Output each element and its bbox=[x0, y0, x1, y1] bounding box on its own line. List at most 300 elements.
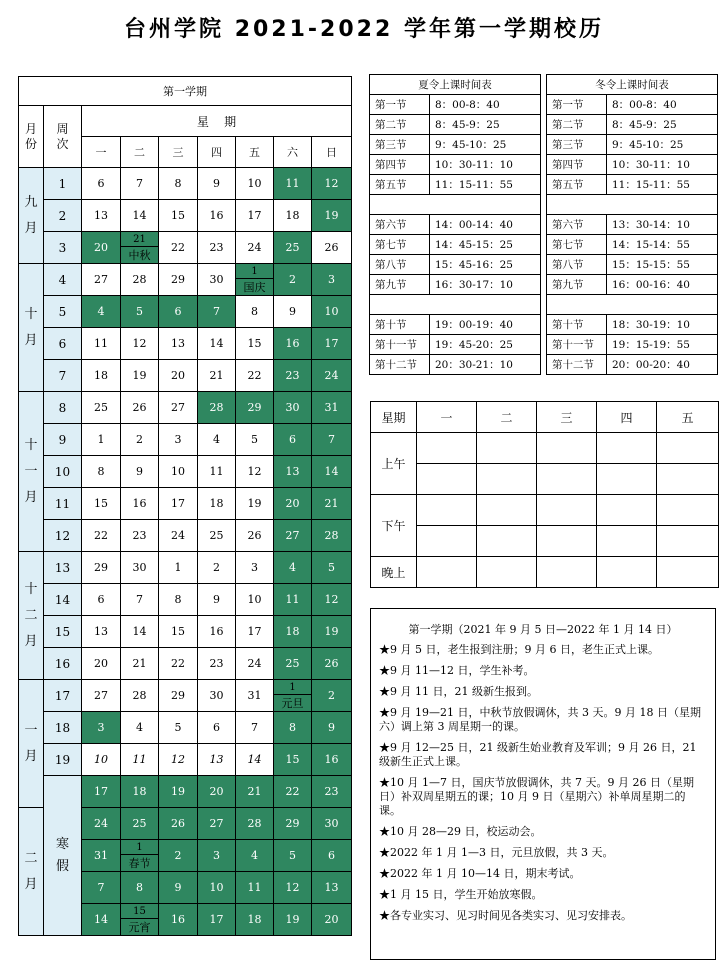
day-cell: 22 bbox=[82, 520, 121, 552]
day-cell: 11 bbox=[274, 584, 312, 616]
day-cell: 3 bbox=[159, 424, 198, 456]
day-cell: 3 bbox=[82, 712, 121, 744]
grid-slot[interactable] bbox=[597, 526, 657, 557]
grid-slot[interactable] bbox=[477, 433, 537, 464]
day-cell: 10 bbox=[198, 872, 236, 904]
day-cell: 17 bbox=[198, 904, 236, 936]
day-cell: 10 bbox=[312, 296, 352, 328]
day-cell: 21 bbox=[236, 776, 274, 808]
grid-slot[interactable] bbox=[657, 557, 719, 588]
day-cell: 24 bbox=[312, 360, 352, 392]
day-cell: 14 bbox=[82, 904, 121, 936]
period-row bbox=[370, 115, 541, 135]
day-cell: 19 bbox=[274, 904, 312, 936]
day-cell: 11 bbox=[236, 872, 274, 904]
day-cell: 17 bbox=[236, 616, 274, 648]
period-row bbox=[547, 135, 718, 155]
day-cell: 22 bbox=[236, 360, 274, 392]
weekday-6: 六 bbox=[274, 137, 312, 168]
week-number: 4 bbox=[44, 264, 82, 296]
period-time: 9：45-10：25 bbox=[430, 135, 541, 155]
day-cell: 3 bbox=[236, 552, 274, 584]
period-row bbox=[370, 135, 541, 155]
grid-slot[interactable] bbox=[537, 526, 597, 557]
month-label: 十一月 bbox=[24, 437, 38, 505]
grid-slot[interactable] bbox=[477, 495, 537, 526]
calendar-week-row bbox=[19, 424, 352, 456]
day-cell: 10 bbox=[82, 744, 121, 776]
grid-slot[interactable] bbox=[537, 433, 597, 464]
grid-slot[interactable] bbox=[537, 557, 597, 588]
day-cell: 19 bbox=[159, 776, 198, 808]
note-item: ★9 月 11 日，21 级新生报到。 bbox=[379, 685, 538, 698]
day-cell: 13 bbox=[82, 200, 121, 232]
calendar-week-row bbox=[19, 264, 352, 296]
day-cell: 6 bbox=[312, 840, 352, 872]
grid-slot[interactable] bbox=[537, 495, 597, 526]
week-number: 11 bbox=[44, 488, 82, 520]
day-cell: 30 bbox=[121, 552, 159, 584]
period-name: 第二节 bbox=[547, 115, 607, 135]
semester-header: 第一学期 bbox=[19, 77, 352, 106]
day-cell: 7 bbox=[121, 168, 159, 200]
day-cell: 29 bbox=[159, 680, 198, 712]
day-cell: 14 bbox=[121, 616, 159, 648]
period-name: 第二节 bbox=[370, 115, 430, 135]
period-name: 第七节 bbox=[370, 235, 430, 255]
day-cell: 16 bbox=[159, 904, 198, 936]
day-cell: 30 bbox=[198, 264, 236, 296]
period-name: 第六节 bbox=[547, 215, 607, 235]
period-time: 19：45-20：25 bbox=[430, 335, 541, 355]
day-cell: 5 bbox=[236, 424, 274, 456]
period-name: 第九节 bbox=[547, 275, 607, 295]
period-time: 19：15-19：55 bbox=[607, 335, 718, 355]
day-cell: 16 bbox=[198, 616, 236, 648]
day-cell: 14 bbox=[236, 744, 274, 776]
weekday-1: 一 bbox=[82, 137, 121, 168]
period-name: 第十二节 bbox=[370, 355, 430, 375]
notes-title: 第一学期（2021 年 9 月 5 日—2022 年 1 月 14 日） bbox=[408, 623, 678, 636]
grid-slot[interactable] bbox=[657, 495, 719, 526]
period-time: 11：15-11：55 bbox=[607, 175, 718, 195]
grid-slot[interactable] bbox=[417, 433, 477, 464]
day-cell: 12 bbox=[274, 872, 312, 904]
semester-notes bbox=[370, 608, 716, 960]
day-cell: 17 bbox=[236, 200, 274, 232]
week-number: 2 bbox=[44, 200, 82, 232]
winter-schedule-table bbox=[546, 74, 718, 375]
grid-slot[interactable] bbox=[417, 495, 477, 526]
day-cell: 14 bbox=[312, 456, 352, 488]
day-cell: 20 bbox=[159, 360, 198, 392]
period-name: 第五节 bbox=[547, 175, 607, 195]
day-cell: 11 bbox=[274, 168, 312, 200]
day-cell: 2 bbox=[198, 552, 236, 584]
period-row bbox=[370, 335, 541, 355]
period-time: 8：00-8：40 bbox=[607, 95, 718, 115]
day-cell: 12 bbox=[159, 744, 198, 776]
period-name: 第九节 bbox=[370, 275, 430, 295]
grid-slot[interactable] bbox=[477, 526, 537, 557]
day-cell: 11 bbox=[82, 328, 121, 360]
day-cell: 31 bbox=[82, 840, 121, 872]
day-cell: 20 bbox=[198, 776, 236, 808]
day-cell: 2 bbox=[121, 424, 159, 456]
holiday-date-cell bbox=[121, 904, 159, 936]
day-cell: 18 bbox=[274, 616, 312, 648]
period-row bbox=[547, 215, 718, 235]
day-cell: 25 bbox=[198, 520, 236, 552]
day-cell: 17 bbox=[82, 776, 121, 808]
week-number: 14 bbox=[44, 584, 82, 616]
period-time: 20：00-20：40 bbox=[607, 355, 718, 375]
day-cell: 9 bbox=[198, 584, 236, 616]
day-cell: 19 bbox=[121, 360, 159, 392]
period-name: 第四节 bbox=[370, 155, 430, 175]
weekday-5: 五 bbox=[236, 137, 274, 168]
week-number: 17 bbox=[44, 680, 82, 712]
note-item: ★9 月 12—25 日，21 级新生始业教育及军训；9 月 26 日，21 级新生正式上课。 bbox=[379, 741, 697, 768]
period-name: 第十节 bbox=[547, 315, 607, 335]
day-cell: 24 bbox=[236, 648, 274, 680]
day-cell: 28 bbox=[236, 808, 274, 840]
day-cell: 21 bbox=[312, 488, 352, 520]
week-number: 6 bbox=[44, 328, 82, 360]
day-cell: 13 bbox=[82, 616, 121, 648]
calendar-week-row bbox=[19, 584, 352, 616]
day-cell: 12 bbox=[312, 584, 352, 616]
weekday-header: 星 期 bbox=[82, 106, 352, 137]
grid-slot[interactable] bbox=[597, 495, 657, 526]
grid-day-header: 三 bbox=[537, 402, 597, 433]
day-cell: 22 bbox=[274, 776, 312, 808]
schedule-gap bbox=[370, 195, 541, 215]
summer-schedule-table bbox=[369, 74, 541, 375]
note-item: ★各专业实习、见习时间见各类实习、见习安排表。 bbox=[379, 909, 632, 922]
period-row bbox=[370, 275, 541, 295]
day-cell: 4 bbox=[236, 840, 274, 872]
day-cell: 18 bbox=[274, 200, 312, 232]
schedule-gap bbox=[547, 195, 718, 215]
day-cell: 9 bbox=[312, 712, 352, 744]
day-cell: 12 bbox=[312, 168, 352, 200]
day-cell: 27 bbox=[198, 808, 236, 840]
period-time: 20：30-21：10 bbox=[430, 355, 541, 375]
calendar-week-row bbox=[19, 232, 352, 264]
period-time: 14：00-14：40 bbox=[430, 215, 541, 235]
calendar-week-row bbox=[19, 776, 352, 808]
day-cell: 4 bbox=[121, 712, 159, 744]
day-cell: 30 bbox=[312, 808, 352, 840]
day-cell: 16 bbox=[121, 488, 159, 520]
month-header: 月份 bbox=[25, 121, 38, 151]
period-time: 16：00-16：40 bbox=[607, 275, 718, 295]
day-cell: 5 bbox=[159, 712, 198, 744]
day-cell: 31 bbox=[312, 392, 352, 424]
winter-break-label: 寒假 bbox=[56, 836, 70, 874]
day-number: 1 bbox=[274, 680, 311, 694]
holiday-date-cell bbox=[236, 264, 274, 296]
day-cell: 11 bbox=[198, 456, 236, 488]
grid-slot[interactable] bbox=[597, 464, 657, 495]
day-cell: 15 bbox=[274, 744, 312, 776]
day-cell: 1 bbox=[159, 552, 198, 584]
day-cell: 13 bbox=[198, 744, 236, 776]
period-name: 第八节 bbox=[370, 255, 430, 275]
calendar-week-row bbox=[19, 520, 352, 552]
period-row bbox=[370, 255, 541, 275]
day-cell: 13 bbox=[159, 328, 198, 360]
day-cell: 18 bbox=[198, 488, 236, 520]
period-time: 8：45-9：25 bbox=[430, 115, 541, 135]
day-cell: 15 bbox=[159, 200, 198, 232]
day-cell: 8 bbox=[236, 296, 274, 328]
week-number: 18 bbox=[44, 712, 82, 744]
period-name: 第十一节 bbox=[370, 335, 430, 355]
calendar-week-row bbox=[19, 648, 352, 680]
period-time: 18：30-19：10 bbox=[607, 315, 718, 335]
grid-slot[interactable] bbox=[477, 464, 537, 495]
period-row bbox=[547, 115, 718, 135]
day-cell: 6 bbox=[159, 296, 198, 328]
day-cell: 19 bbox=[312, 200, 352, 232]
grid-morning-label: 上午 bbox=[371, 433, 417, 495]
note-item: ★2022 年 1 月 1—3 日，元旦放假，共 3 天。 bbox=[379, 846, 614, 859]
holiday-label: 元旦 bbox=[274, 694, 311, 711]
calendar-week-row bbox=[19, 456, 352, 488]
day-cell: 26 bbox=[159, 808, 198, 840]
week-number: 9 bbox=[44, 424, 82, 456]
day-cell: 7 bbox=[312, 424, 352, 456]
week-number: 15 bbox=[44, 616, 82, 648]
day-cell: 8 bbox=[121, 872, 159, 904]
grid-slot[interactable] bbox=[657, 526, 719, 557]
period-name: 第八节 bbox=[547, 255, 607, 275]
day-number: 1 bbox=[121, 840, 158, 854]
day-cell: 23 bbox=[198, 232, 236, 264]
day-cell: 12 bbox=[121, 328, 159, 360]
day-cell: 8 bbox=[159, 584, 198, 616]
period-time: 13：30-14：10 bbox=[607, 215, 718, 235]
period-name: 第十一节 bbox=[547, 335, 607, 355]
calendar-week-row bbox=[19, 328, 352, 360]
day-cell: 19 bbox=[312, 616, 352, 648]
grid-slot[interactable] bbox=[417, 557, 477, 588]
grid-slot[interactable] bbox=[657, 464, 719, 495]
weekday-2: 二 bbox=[121, 137, 159, 168]
day-cell: 2 bbox=[159, 840, 198, 872]
day-cell: 5 bbox=[121, 296, 159, 328]
day-cell: 5 bbox=[312, 552, 352, 584]
note-item: ★1 月 15 日，学生开始放寒假。 bbox=[379, 888, 543, 901]
day-cell: 10 bbox=[159, 456, 198, 488]
day-cell: 24 bbox=[82, 808, 121, 840]
day-cell: 4 bbox=[274, 552, 312, 584]
day-cell: 6 bbox=[198, 712, 236, 744]
day-cell: 15 bbox=[236, 328, 274, 360]
day-cell: 26 bbox=[312, 232, 352, 264]
note-item: ★10 月 28—29 日，校运动会。 bbox=[379, 825, 542, 838]
calendar-week-row bbox=[19, 616, 352, 648]
day-cell: 15 bbox=[82, 488, 121, 520]
schedule-title: 冬令上课时间表 bbox=[547, 75, 718, 95]
period-time: 9：45-10：25 bbox=[607, 135, 718, 155]
day-cell: 27 bbox=[159, 392, 198, 424]
day-cell: 14 bbox=[198, 328, 236, 360]
period-row bbox=[547, 175, 718, 195]
day-cell: 20 bbox=[274, 488, 312, 520]
grid-slot[interactable] bbox=[417, 526, 477, 557]
period-time: 19：00-19：40 bbox=[430, 315, 541, 335]
period-row bbox=[547, 255, 718, 275]
day-cell: 6 bbox=[82, 584, 121, 616]
week-number: 13 bbox=[44, 552, 82, 584]
week-number: 1 bbox=[44, 168, 82, 200]
day-cell: 25 bbox=[274, 648, 312, 680]
weekday-7: 日 bbox=[312, 137, 352, 168]
week-number: 7 bbox=[44, 360, 82, 392]
period-time: 10：30-11：10 bbox=[430, 155, 541, 175]
day-cell: 22 bbox=[159, 648, 198, 680]
weekday-4: 四 bbox=[198, 137, 236, 168]
grid-corner: 星期 bbox=[371, 402, 417, 433]
day-cell: 24 bbox=[236, 232, 274, 264]
day-cell: 7 bbox=[236, 712, 274, 744]
school-calendar-table bbox=[18, 76, 352, 936]
week-header: 周次 bbox=[56, 121, 69, 151]
grid-slot[interactable] bbox=[657, 433, 719, 464]
holiday-date-cell bbox=[121, 232, 159, 264]
day-cell: 27 bbox=[82, 264, 121, 296]
day-cell: 18 bbox=[82, 360, 121, 392]
day-cell: 2 bbox=[312, 680, 352, 712]
period-name: 第三节 bbox=[370, 135, 430, 155]
day-cell: 21 bbox=[198, 360, 236, 392]
day-cell: 12 bbox=[236, 456, 274, 488]
period-time: 8：00-8：40 bbox=[430, 95, 541, 115]
day-cell: 20 bbox=[82, 648, 121, 680]
calendar-week-row bbox=[19, 360, 352, 392]
day-cell: 9 bbox=[274, 296, 312, 328]
period-row bbox=[370, 315, 541, 335]
week-number: 16 bbox=[44, 648, 82, 680]
day-cell: 13 bbox=[312, 872, 352, 904]
day-cell: 26 bbox=[236, 520, 274, 552]
day-cell: 28 bbox=[121, 264, 159, 296]
period-name: 第七节 bbox=[547, 235, 607, 255]
day-number: 1 bbox=[236, 264, 273, 278]
period-name: 第五节 bbox=[370, 175, 430, 195]
period-row bbox=[547, 335, 718, 355]
day-cell: 18 bbox=[121, 776, 159, 808]
calendar-week-row bbox=[19, 552, 352, 584]
day-cell: 7 bbox=[198, 296, 236, 328]
grid-day-header: 四 bbox=[597, 402, 657, 433]
period-row bbox=[547, 315, 718, 335]
day-cell: 17 bbox=[159, 488, 198, 520]
grid-day-header: 五 bbox=[657, 402, 719, 433]
grid-slot[interactable] bbox=[417, 464, 477, 495]
calendar-week-row bbox=[19, 200, 352, 232]
day-cell: 29 bbox=[159, 264, 198, 296]
calendar-week-row bbox=[19, 168, 352, 200]
grid-slot[interactable] bbox=[537, 464, 597, 495]
day-cell: 3 bbox=[198, 840, 236, 872]
holiday-date-cell bbox=[121, 840, 159, 872]
week-number: 8 bbox=[44, 392, 82, 424]
week-number: 19 bbox=[44, 744, 82, 776]
day-cell: 10 bbox=[236, 168, 274, 200]
period-name: 第四节 bbox=[547, 155, 607, 175]
day-cell: 6 bbox=[82, 168, 121, 200]
day-cell: 18 bbox=[236, 904, 274, 936]
period-row bbox=[547, 235, 718, 255]
month-label: 九月 bbox=[24, 194, 38, 236]
day-cell: 28 bbox=[312, 520, 352, 552]
day-cell: 20 bbox=[82, 232, 121, 264]
calendar-week-row bbox=[19, 712, 352, 744]
grid-slot[interactable] bbox=[477, 557, 537, 588]
day-cell: 6 bbox=[274, 424, 312, 456]
day-cell: 14 bbox=[121, 200, 159, 232]
day-cell: 25 bbox=[82, 392, 121, 424]
day-cell: 29 bbox=[82, 552, 121, 584]
day-cell: 8 bbox=[274, 712, 312, 744]
day-cell: 4 bbox=[82, 296, 121, 328]
day-cell: 19 bbox=[236, 488, 274, 520]
grid-afternoon-label: 下午 bbox=[371, 495, 417, 557]
day-cell: 11 bbox=[121, 744, 159, 776]
day-cell: 9 bbox=[121, 456, 159, 488]
day-cell: 9 bbox=[159, 872, 198, 904]
day-cell: 8 bbox=[159, 168, 198, 200]
weekly-schedule-grid bbox=[370, 401, 719, 588]
period-time: 16：30-17：10 bbox=[430, 275, 541, 295]
holiday-date-cell bbox=[274, 680, 312, 712]
day-cell: 27 bbox=[82, 680, 121, 712]
day-cell: 27 bbox=[274, 520, 312, 552]
grid-slot[interactable] bbox=[597, 433, 657, 464]
schedule-gap bbox=[547, 295, 718, 315]
grid-slot[interactable] bbox=[597, 557, 657, 588]
month-label: 二月 bbox=[24, 850, 38, 892]
day-cell: 29 bbox=[274, 808, 312, 840]
period-name: 第一节 bbox=[547, 95, 607, 115]
day-cell: 1 bbox=[82, 424, 121, 456]
month-label: 十月 bbox=[24, 306, 38, 348]
week-number: 10 bbox=[44, 456, 82, 488]
calendar-week-row bbox=[19, 296, 352, 328]
period-name: 第六节 bbox=[370, 215, 430, 235]
period-time: 15：45-16：25 bbox=[430, 255, 541, 275]
day-cell: 13 bbox=[274, 456, 312, 488]
period-row bbox=[370, 215, 541, 235]
note-item: ★10 月 1—7 日，国庆节放假调休，共 7 天。9 月 26 日（星期日）补双周星期五的课；10 月 9 日（星期六）补单周星期二的课。 bbox=[379, 776, 694, 817]
day-cell: 24 bbox=[159, 520, 198, 552]
period-row bbox=[547, 95, 718, 115]
day-cell: 20 bbox=[312, 904, 352, 936]
day-cell: 7 bbox=[121, 584, 159, 616]
day-cell: 22 bbox=[159, 232, 198, 264]
day-number: 15 bbox=[121, 904, 158, 918]
grid-day-header: 一 bbox=[417, 402, 477, 433]
holiday-label: 春节 bbox=[121, 854, 158, 871]
day-cell: 23 bbox=[198, 648, 236, 680]
page-title: 台州学院 2021-2022 学年第一学期校历 bbox=[124, 17, 604, 42]
day-cell: 10 bbox=[236, 584, 274, 616]
period-name: 第十二节 bbox=[547, 355, 607, 375]
